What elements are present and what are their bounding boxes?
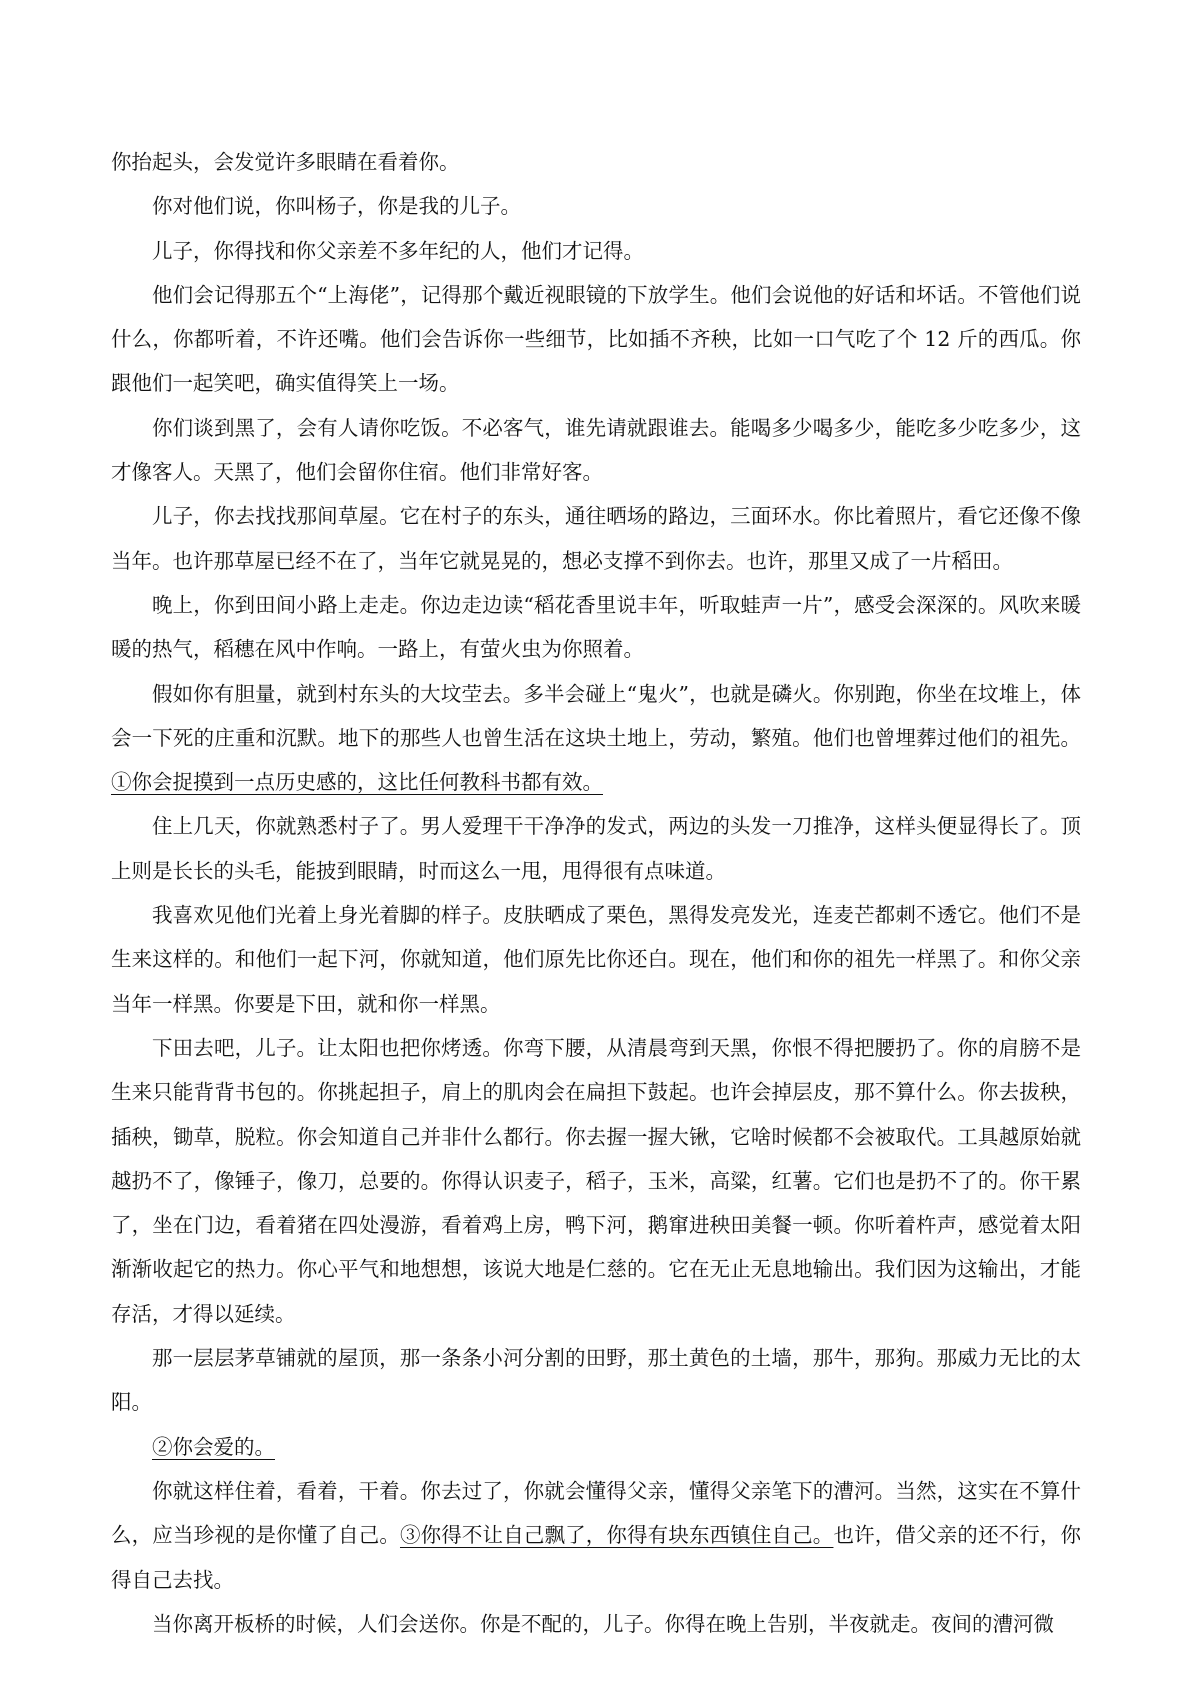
paragraph (111, 1026, 1081, 1336)
paragraph (111, 229, 1081, 273)
text-segment: 儿子，你去找找那间草屋。它在村子的东头，通往晒场的路边，三面环水。你比着照片，看它还像不像当年。也许那草屋已经不在了，当年它就晃晃的，想必支撑不到你去。也许，那里又成了一片稻田。 (111, 504, 1081, 573)
text-segment: 那一层层茅草铺就的屋顶，那一条条小河分割的田野，那土黄色的土墙，那牛，那狗。那威力无比的太阳。 (111, 1346, 1081, 1415)
text-segment: 他们会记得那五个“上海佬”，记得那个戴近视眼镜的下放学生。他们会说他的好话和坏话。不管他们说什么，你都听着，不许还嘴。他们会告诉你一些细节，比如插不齐秧，比如一口气吃了个 12 斤的西瓜。你跟他们一起笑吧，确实值得笑上一场。 (111, 282, 1081, 396)
paragraph (111, 184, 1081, 228)
paragraph (111, 1602, 1081, 1646)
text-segment: 当你离开板桥的时候，人们会送你。你是不配的，儿子。你得在晚上告别，半夜就走。夜间的漕河微 (152, 1611, 1054, 1636)
paragraph (111, 1425, 1081, 1469)
paragraph (111, 1469, 1081, 1602)
paragraph (111, 804, 1081, 893)
paragraph (111, 672, 1081, 805)
underlined-sentence: ③你得不让自己飘了，你得有块东西镇住自己。 (399, 1523, 834, 1548)
paragraph (111, 494, 1081, 583)
paragraph (111, 140, 1081, 184)
text-segment: 也许，借父亲的还不行，你得自己去找。 (111, 1523, 1082, 1592)
text-segment: 儿子，你得找和你父亲差不多年纪的人，他们才记得。 (152, 238, 644, 263)
paragraph (111, 1336, 1081, 1425)
article-body (111, 140, 1081, 1646)
text-segment: 你就这样住着，看着，干着。你去过了，你就会懂得父亲，懂得父亲笔下的漕河。当然，这实在不算什么，应当珍视的是你懂了自己。 (111, 1478, 1081, 1548)
paragraph (111, 406, 1081, 495)
text-segment: 下田去吧，儿子。让太阳也把你烤透。你弯下腰，从清晨弯到天黑，你恨不得把腰扔了。你的肩膀不是生来只能背背书包的。你挑起担子，肩上的肌肉会在扁担下鼓起。也许会掉层皮，那不算什么。你去拔秧，插秧，锄草，脱粒。你会知道自己并非什么都行。你去握一握大锹，它啥时候都不会被取代。工具越原始就越扔不了，像锤子，像刀，总要的。你得认识麦子，稻子，玉米，高粱，红薯。它们也是扔不了的。你干累了，坐在门边，看着猪在四处漫游，看着鸡上房，鸭下河，鹅窜进秧田美餐一顿。你听着杵声，感觉着太阳渐渐收起它的热力。你心平气和地想想，该说大地是仁慈的。它在无止无息地输出。我们因为这输出，才能存活，才得以延续。 (111, 1035, 1081, 1326)
paragraph (111, 583, 1081, 672)
underlined-sentence: ①你会捉摸到一点历史感的，这比任何教科书都有效。 (111, 770, 603, 795)
text-segment: 你对他们说，你叫杨子，你是我的儿子。 (152, 194, 521, 219)
paragraph (111, 893, 1081, 1026)
text-segment: 我喜欢见他们光着上身光着脚的样子。皮肤晒成了栗色，黑得发亮发光，连麦芒都刺不透它。他们不是生来这样的。和他们一起下河，你就知道，他们原先比你还白。现在，他们和你的祖先一样黑了。和你父亲当年一样黑。你要是下田，就和你一样黑。 (111, 903, 1081, 1016)
underlined-sentence: ②你会爱的。 (152, 1434, 275, 1459)
text-segment: 你抬起头，会发觉许多眼睛在看着你。 (111, 150, 460, 174)
text-segment: 晚上，你到田间小路上走走。你边走边读“稻花香里说丰年，听取蛙声一片”，感受会深深的。风吹来暖暖的热气，稻穗在风中作响。一路上，有萤火虫为你照着。 (111, 592, 1081, 662)
paragraph (111, 273, 1081, 406)
text-segment: 住上几天，你就熟悉村子了。男人爱理干干净净的发式，两边的头发一刀推净，这样头便显得长了。顶上则是长长的头毛，能披到眼睛，时而这么一甩，甩得很有点味道。 (111, 814, 1081, 883)
text-segment: 你们谈到黑了，会有人请你吃饭。不必客气，谁先请就跟谁去。能喝多少喝多少，能吃多少吃多少，这才像客人。天黑了，他们会留你住宿。他们非常好客。 (111, 415, 1081, 485)
text-segment: 假如你有胆量，就到村东头的大坟茔去。多半会碰上“鬼火”，也就是磷火。你别跑，你坐在坟堆上，体会一下死的庄重和沉默。地下的那些人也曾生活在这块土地上，劳动，繁殖。他们也曾埋葬过他们的祖先。 (111, 681, 1081, 750)
